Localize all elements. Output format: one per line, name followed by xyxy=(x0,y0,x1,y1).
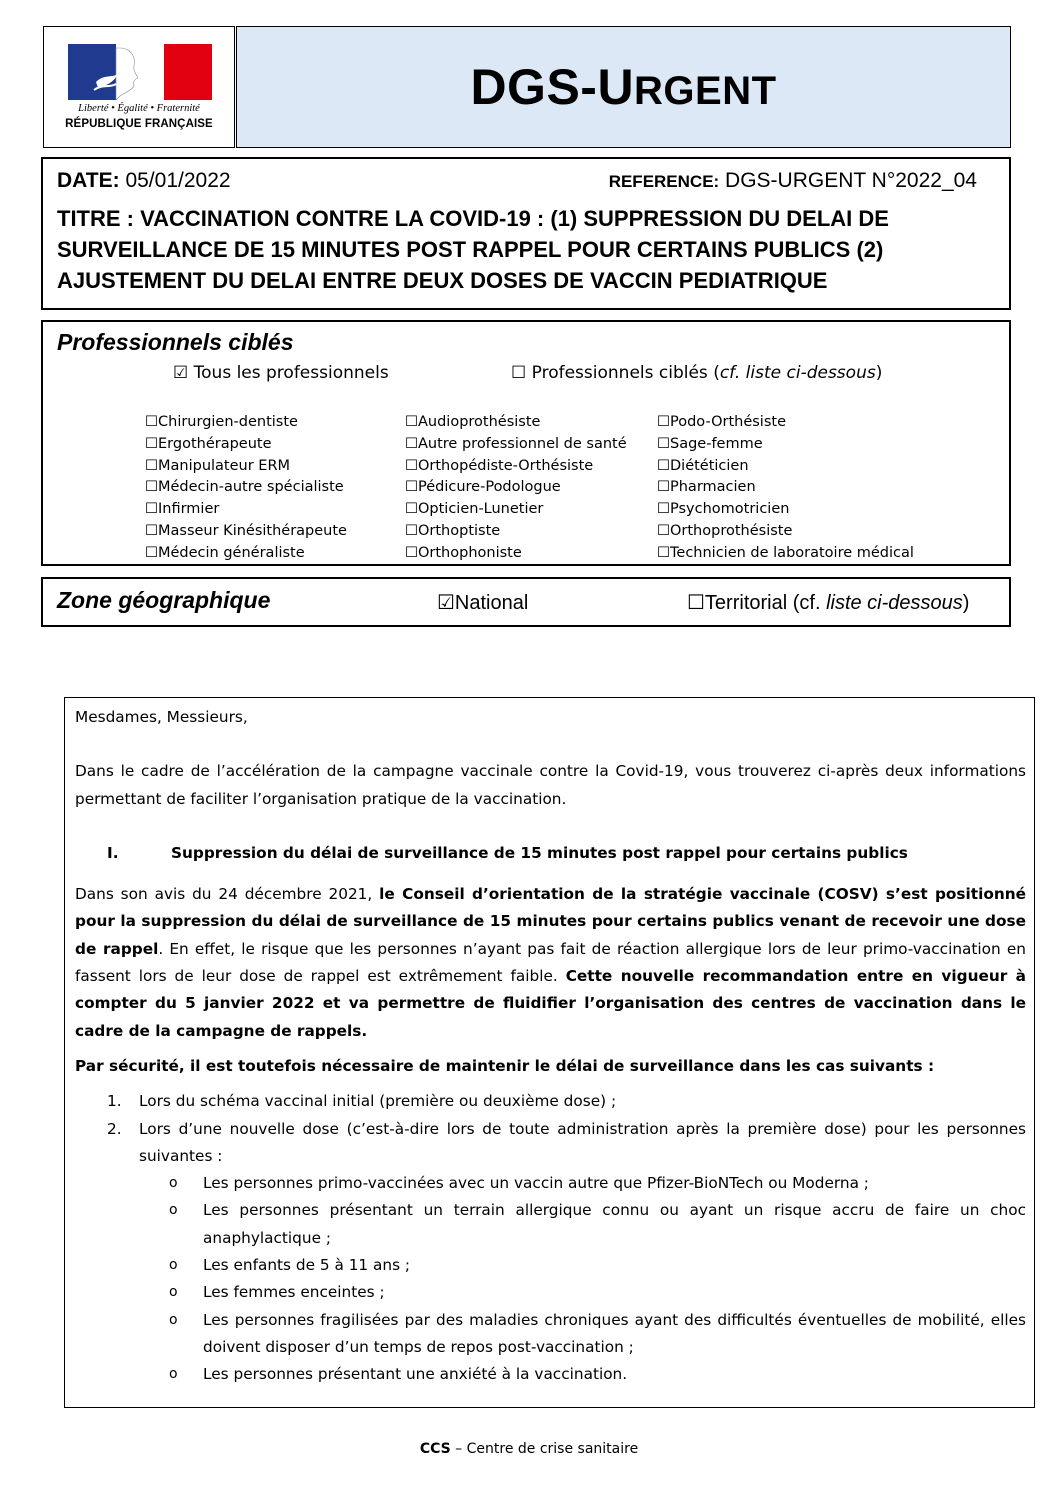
motto: Liberté • Égalité • Fraternité xyxy=(78,103,200,114)
profession-checkbox[interactable]: ☐Technicien de laboratoire médical xyxy=(657,544,914,561)
targeted-professionals-checkbox[interactable]: ☐ Professionnels ciblés (cf. liste ci-dessous) xyxy=(511,363,883,383)
message-body xyxy=(64,697,1035,1408)
profession-checkbox[interactable]: ☐Médecin généraliste xyxy=(145,544,305,561)
intro-paragraph: Dans le cadre de l’accélération de la campagne vaccinale contre la Covid-19, vous trouverez ci-après deux informations permettant de faciliter l’organisation pratique de la vaccination. xyxy=(75,762,1026,808)
logo-block xyxy=(43,26,235,148)
bullet-list xyxy=(75,1170,1026,1388)
profession-checkbox[interactable]: ☐Orthophoniste xyxy=(405,544,522,561)
republique-francaise: RÉPUBLIQUE FRANÇAISE xyxy=(65,118,213,130)
marianne-profile-icon xyxy=(90,44,150,100)
list-item: 1. Lors du schéma vaccinal initial (première ou deuxième dose) ; xyxy=(107,1092,617,1111)
zone-heading: Zone géographique xyxy=(57,587,271,613)
bullet-icon: o xyxy=(169,1366,178,1383)
professions-column-2 xyxy=(405,412,627,565)
profession-checkbox[interactable]: ☐Sage-femme xyxy=(657,435,763,452)
profession-checkbox[interactable]: ☐Masseur Kinésithérapeute xyxy=(145,522,347,539)
profession-checkbox[interactable]: ☐Orthoprothésiste xyxy=(657,522,793,539)
professionals-box xyxy=(41,320,1011,566)
date-line xyxy=(57,169,231,193)
professionals-heading: Professionnels ciblés xyxy=(57,329,294,355)
reference-line xyxy=(609,169,977,193)
bullet-icon: o xyxy=(169,1257,178,1274)
document-title-banner xyxy=(236,26,1011,148)
profession-checkbox[interactable]: ☐Chirurgien-dentiste xyxy=(145,414,298,430)
profession-checkbox[interactable]: ☐Pédicure-Podologue xyxy=(405,479,561,496)
national-checkbox[interactable]: ☑National xyxy=(437,592,529,614)
bullet-item: o Les enfants de 5 à 11 ans ; xyxy=(75,1252,1026,1279)
profession-checkbox[interactable]: ☐Opticien-Lunetier xyxy=(405,501,544,518)
profession-checkbox[interactable]: ☐Pharmacien xyxy=(657,479,756,496)
bullet-icon: o xyxy=(169,1202,178,1219)
footer: CCS – Centre de crise sanitaire xyxy=(419,1441,639,1457)
list-item: 2. Lors d’une nouvelle dose (c’est-à-dire lors de toute administration après la première dose) pour les personnes suivantes : xyxy=(107,1119,1026,1165)
document-subject: TITRE : VACCINATION CONTRE LA COVID-19 : (1) SUPPRESSION DU DELAI DE SURVEILLANCE DE 15 MINUTES POST RAPPEL POUR CERTAINS PUBLICS (2) AJUSTEMENT DU DELAI ENTRE DEUX DOSES DE VACCIN PEDIATRIQUE xyxy=(57,206,889,293)
bullet-item: o Les personnes présentant une anxiété à la vaccination. xyxy=(75,1361,1026,1388)
territorial-checkbox[interactable]: ☐Territorial (cf. liste ci-dessous) xyxy=(687,592,970,614)
bullet-icon: o xyxy=(169,1175,178,1192)
bullet-item: o Les personnes présentant un terrain allergique connu ou ayant un risque accru de faire un choc anaphylactique ; xyxy=(75,1197,1026,1252)
profession-checkbox[interactable]: ☐Diététicien xyxy=(657,457,749,474)
date-label: DATE: xyxy=(57,169,120,192)
profession-checkbox[interactable]: ☐Audioprothésiste xyxy=(405,414,541,430)
bullet-icon: o xyxy=(169,1311,178,1328)
reference-value: DGS-URGENT N°2022_04 xyxy=(725,169,977,192)
professions-column-3 xyxy=(657,412,914,565)
marianne-logo xyxy=(68,44,212,100)
bullet-item: o Les femmes enceintes ; xyxy=(75,1279,1026,1306)
profession-checkbox[interactable]: ☐Orthopédiste-Orthésiste xyxy=(405,457,594,474)
paragraph-cosv: Dans son avis du 24 décembre 2021, le Conseil d’orientation de la stratégie vaccinale (COSV) s’est positionné pour la suppression du délai de surveillance de 15 minutes pour certains publics venant de recevoir une dose de rappel. En effet, le risque que les personnes n’ayant pas fait de réaction allergique lors de leur primo-vaccination en fassent lors de leur dose de rappel est extrêmement faible. Cette nouvelle recommandation entre en vigueur à compter du 5 janvier 2022 et va permettre de fluidifier l’organisation des centres de vaccination dans le cadre de la campagne de rappels. xyxy=(75,885,1027,1040)
paragraph-securite: Par sécurité, il est toutefois nécessaire de maintenir le délai de surveillance dans les cas suivants : xyxy=(75,1056,935,1075)
profession-checkbox[interactable]: ☐Podo-Orthésiste xyxy=(657,414,786,430)
bullet-item: o Les personnes primo-vaccinées avec un vaccin autre que Pfizer-BioNTech ou Moderna ; xyxy=(75,1170,1026,1197)
numbered-list xyxy=(75,1088,1026,1170)
section-1-title: I. Suppression du délai de surveillance de 15 minutes post rappel pour certains publics xyxy=(107,843,908,862)
profession-checkbox[interactable]: ☐Infirmier xyxy=(145,501,220,518)
document-title: DGS-URGENT xyxy=(470,59,777,115)
profession-checkbox[interactable]: ☐Médecin-autre spécialiste xyxy=(145,479,344,496)
profession-checkbox[interactable]: ☐Psychomotricien xyxy=(657,501,790,518)
profession-checkbox[interactable]: ☐Manipulateur ERM xyxy=(145,457,291,474)
professions-column-1 xyxy=(145,412,347,565)
all-professionals-checkbox[interactable]: ☑ Tous les professionnels xyxy=(173,363,389,383)
zone-box xyxy=(41,577,1011,627)
info-box xyxy=(41,157,1011,310)
profession-checkbox[interactable]: ☐Autre professionnel de santé xyxy=(405,435,627,452)
greeting: Mesdames, Messieurs, xyxy=(75,708,248,726)
profession-checkbox[interactable]: ☐Ergothérapeute xyxy=(145,435,272,452)
bullet-item: o Les personnes fragilisées par des maladies chroniques ayant des difficultés éventuelles de mobilité, elles doivent disposer d’un temps de repos post-vaccination ; xyxy=(75,1307,1026,1362)
profession-checkbox[interactable]: ☐Orthoptiste xyxy=(405,522,501,539)
bullet-icon: o xyxy=(169,1284,178,1301)
date-value: 05/01/2022 xyxy=(125,169,231,192)
reference-label: REFERENCE: xyxy=(608,172,720,191)
